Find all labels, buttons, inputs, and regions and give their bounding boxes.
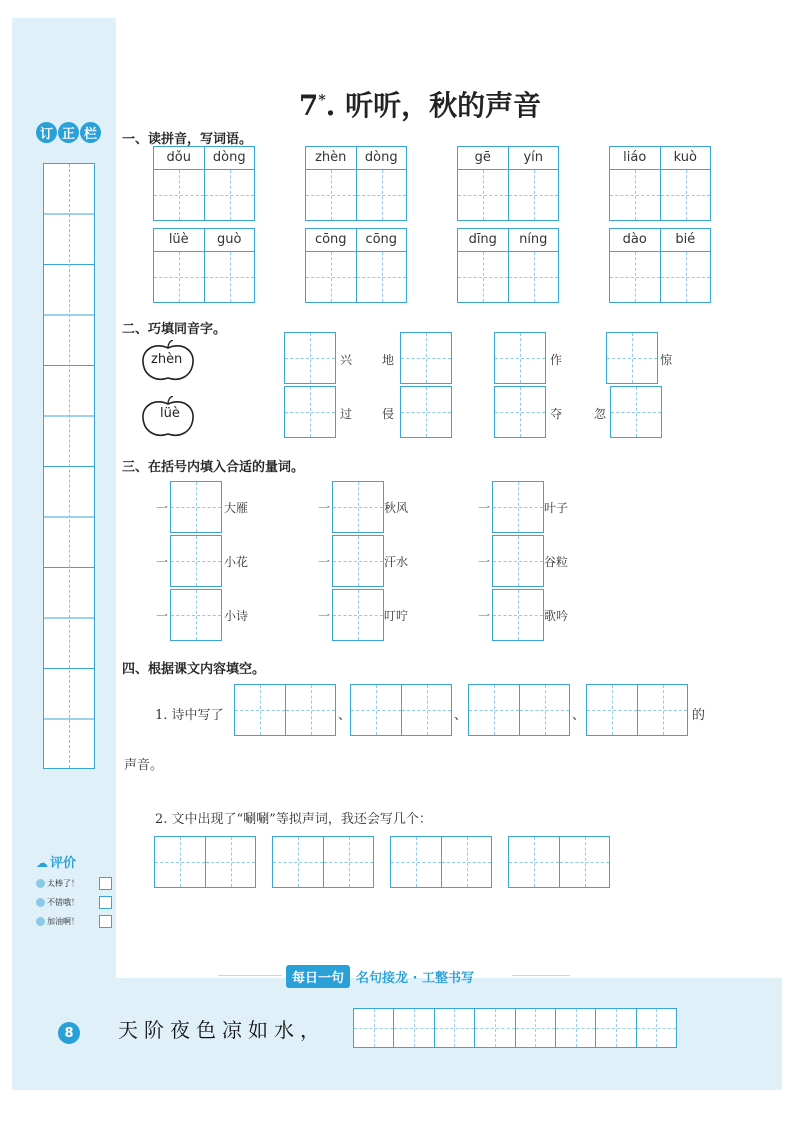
writing-cell[interactable] [474,1009,514,1047]
pinyin-syllable: cōng [365,232,398,247]
answer-box[interactable] [332,481,384,533]
pinyin-syllable: dòng [212,150,246,165]
prefix-one: 一 [318,609,331,623]
answer-box[interactable] [494,386,546,438]
writing-cell[interactable] [333,590,383,640]
rating-label: 不错哦！ [47,898,79,907]
pinyin-syllable: gē [458,147,509,169]
writing-cell[interactable] [393,1009,433,1047]
writing-cell[interactable] [235,685,285,735]
writing-row [457,251,559,303]
prefix-one: 一 [478,609,491,623]
pinyin-syllable: yín [523,150,544,165]
prefix-one: 一 [156,555,169,569]
answer-box[interactable] [586,684,688,736]
writing-cell[interactable] [434,1009,474,1047]
writing-row [305,251,407,303]
writing-cell[interactable] [354,1009,393,1047]
writing-cell[interactable] [637,685,687,735]
daily-label: 每日一句 名句接龙 · 工整书写 [286,965,474,987]
noun-word: 歌吟 [544,609,569,623]
word-char: 惊 [660,353,673,367]
noun-word: 秋风 [384,501,409,515]
correction-char: 栏 [80,122,101,143]
pinyin-word-box[interactable] [305,146,407,221]
writing-cell[interactable] [171,536,221,586]
rating-title: ☁ 评价 [36,856,77,871]
section-heading: 一、读拼音，写词语。 [122,132,253,147]
writing-row [609,169,711,221]
apple-pinyin: zhèn [151,352,183,367]
writing-cell[interactable] [508,252,558,302]
writing-cell[interactable] [515,1009,555,1047]
writing-cell[interactable] [508,170,558,220]
writing-cell[interactable] [154,170,204,220]
divider [512,975,570,976]
noun-word: 小诗 [224,609,249,623]
answer-box[interactable] [332,589,384,641]
pinyin-word-box[interactable] [153,146,255,221]
writing-cell[interactable] [401,333,451,383]
correction-title [36,122,102,146]
answer-box[interactable] [610,386,662,438]
pinyin-row [457,146,559,169]
writing-grid[interactable] [353,1008,677,1048]
apple-pinyin: lüè [160,406,180,421]
writing-cell[interactable] [356,252,406,302]
pinyin-syllable: guò [217,232,242,247]
pinyin-syllable: kuò [673,150,697,165]
noun-word: 叮咛 [384,609,409,623]
prefix-one: 一 [156,501,169,515]
writing-cell[interactable] [441,837,491,887]
writing-cell[interactable] [285,685,335,735]
answer-box[interactable] [284,332,336,384]
writing-cell[interactable] [306,170,356,220]
writing-cell[interactable] [607,333,657,383]
smile-icon [36,898,45,907]
rating-label: 太棒了！ [47,879,79,888]
answer-box[interactable] [234,684,336,736]
section-heading: 四、根据课文内容填空。 [122,662,266,677]
writing-row [609,251,711,303]
writing-cell[interactable] [509,837,559,887]
correction-grid[interactable] [43,163,95,769]
writing-cell[interactable] [204,170,254,220]
answer-box[interactable] [390,836,492,888]
prefix-one: 一 [478,501,491,515]
word-char: 侵 [382,407,395,421]
rating-row [36,877,112,890]
answer-box[interactable] [606,332,658,384]
writing-cell[interactable] [469,685,519,735]
pinyin-syllable: níng [519,232,548,247]
writing-cell[interactable] [204,252,254,302]
word-char: 过 [340,407,353,421]
rating-checkbox[interactable] [99,915,112,928]
pinyin-word-box[interactable] [457,146,559,221]
pinyin-word-box[interactable] [305,228,407,303]
word-char: 地 [382,353,395,367]
answer-box[interactable] [468,684,570,736]
writing-cell[interactable] [636,1009,676,1047]
writing-row [457,169,559,221]
writing-cell[interactable] [333,536,383,586]
answer-box[interactable] [170,589,222,641]
pinyin-syllable: liáo [610,147,661,169]
correction-char: 正 [58,122,79,143]
prefix-one: 一 [156,609,169,623]
writing-cell[interactable] [155,837,205,887]
pinyin-word-box[interactable] [609,228,711,303]
pinyin-row [153,228,255,251]
pinyin-row [457,228,559,251]
noun-word: 谷粒 [544,555,569,569]
word-char: 夺 [550,407,563,421]
writing-cell[interactable] [351,685,401,735]
answer-box[interactable] [492,535,544,587]
question-1-line2: 声音。 [124,758,164,773]
word-char: 作 [550,353,563,367]
writing-cell[interactable] [587,685,637,735]
writing-cell[interactable] [610,170,660,220]
writing-cell[interactable] [519,685,569,735]
pinyin-syllable: cōng [306,229,357,251]
answer-box[interactable] [400,386,452,438]
separator: 、 [572,708,586,723]
answer-box[interactable] [154,836,256,888]
writing-cell[interactable] [559,837,609,887]
pinyin-row [609,146,711,169]
rating-row [36,915,112,928]
cat-icon: ☁ [36,856,48,870]
writing-cell[interactable] [401,685,451,735]
writing-cell[interactable] [171,590,221,640]
rating-panel [36,852,112,934]
prefix-one: 一 [318,555,331,569]
answer-box[interactable] [492,589,544,641]
thumbs-up-icon [36,879,45,888]
answer-box[interactable] [400,332,452,384]
pinyin-row [609,228,711,251]
writing-cell[interactable] [391,837,441,887]
writing-cell[interactable] [171,482,221,532]
noun-word: 叶子 [544,501,569,515]
writing-cell[interactable] [493,590,543,640]
writing-cell[interactable] [660,170,710,220]
pinyin-word-box[interactable] [609,146,711,221]
writing-cell[interactable] [610,252,660,302]
writing-cell[interactable] [323,837,373,887]
writing-cell[interactable] [493,482,543,532]
word-char: 兴 [340,353,353,367]
prefix-one: 一 [478,555,491,569]
rating-label: 加油啊！ [47,917,79,926]
writing-cell[interactable] [555,1009,595,1047]
writing-cell[interactable] [660,252,710,302]
answer-box[interactable] [492,481,544,533]
writing-cell[interactable] [458,170,508,220]
pinyin-syllable: lüè [154,229,205,251]
answer-box[interactable] [170,535,222,587]
correction-char: 订 [36,122,57,143]
answer-box[interactable] [170,481,222,533]
writing-cell[interactable] [495,387,545,437]
writing-cell[interactable] [273,837,323,887]
rating-checkbox[interactable] [99,877,112,890]
writing-cell[interactable] [306,252,356,302]
writing-cell[interactable] [595,1009,635,1047]
rating-row [36,896,112,909]
page-number: 8 [58,1022,80,1044]
writing-cell[interactable] [401,387,451,437]
answer-box[interactable] [494,332,546,384]
pinyin-row [305,228,407,251]
divider [218,975,282,976]
pinyin-row [305,146,407,169]
section-heading: 二、巧填同音字。 [122,322,227,337]
prefix-one: 一 [318,501,331,515]
writing-row [305,169,407,221]
answer-box[interactable] [284,386,336,438]
separator: 、 [454,708,468,723]
writing-cell[interactable] [356,170,406,220]
question-1-suffix: 的 [692,708,706,723]
separator: 、 [338,708,352,723]
page-title: 7*. 听听，秋的声音 [298,89,542,122]
word-char: 忽 [594,407,607,421]
writing-row [153,251,255,303]
noun-word: 汗水 [384,555,409,569]
writing-cell[interactable] [493,536,543,586]
pinyin-syllable: zhèn [306,147,357,169]
question-2: 2. 文中出现了“唰唰”等拟声词，我还会写几个： [155,812,432,827]
verse-text: 天阶夜色凉如水， [118,1018,326,1042]
pinyin-syllable: dīng [458,229,509,251]
writing-cell[interactable] [154,252,204,302]
writing-cell[interactable] [495,333,545,383]
noun-word: 小花 [224,555,249,569]
pinyin-syllable: dǒu [154,147,205,169]
answer-box[interactable] [272,836,374,888]
answer-box[interactable] [350,684,452,736]
writing-cell[interactable] [285,333,335,383]
pinyin-syllable: dào [610,229,661,251]
pinyin-syllable: bié [675,232,696,247]
pinyin-word-box[interactable] [153,228,255,303]
question-1-prefix: 1. 诗中写了 [155,708,224,723]
section-heading: 三、在括号内填入合适的量词。 [122,460,305,475]
pinyin-row [153,146,255,169]
rating-checkbox[interactable] [99,896,112,909]
answer-box[interactable] [508,836,610,888]
writing-cell[interactable] [205,837,255,887]
pinyin-word-box[interactable] [457,228,559,303]
writing-cell[interactable] [611,387,661,437]
writing-cell[interactable] [333,482,383,532]
noun-word: 大雁 [224,501,249,515]
writing-cell[interactable] [458,252,508,302]
writing-cell[interactable] [285,387,335,437]
cheer-icon [36,917,45,926]
pinyin-syllable: dòng [364,150,398,165]
writing-row [153,169,255,221]
answer-box[interactable] [332,535,384,587]
